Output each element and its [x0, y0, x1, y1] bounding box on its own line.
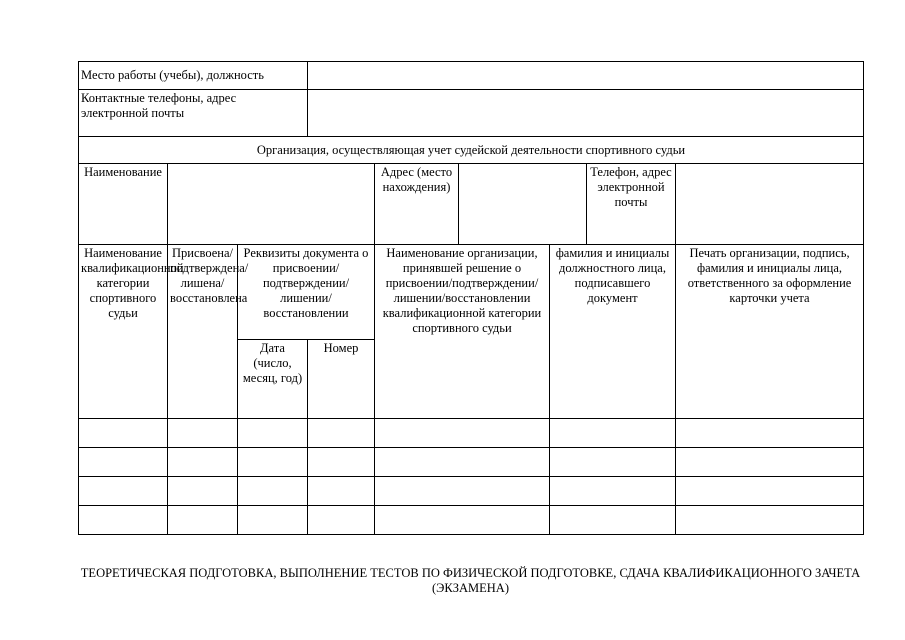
table-cell[interactable]: [676, 506, 864, 535]
org-section-title: Организация, осуществляющая учет судейской деятельности спортивного судьи: [79, 137, 864, 164]
table-row: [79, 477, 864, 506]
table-cell[interactable]: [79, 477, 168, 506]
table-row: [79, 506, 864, 535]
org-info-row: [79, 164, 864, 245]
table-cell[interactable]: [308, 506, 375, 535]
org-section-row: [79, 137, 864, 164]
table-cell[interactable]: [676, 448, 864, 477]
workplace-row: [79, 62, 864, 90]
table-cell[interactable]: [550, 419, 676, 448]
table-cell[interactable]: [308, 477, 375, 506]
workplace-label: Место работы (учебы), должность: [79, 62, 308, 90]
org-address-value[interactable]: [459, 164, 587, 245]
header-doc-date: Дата (число, месяц, год): [238, 340, 308, 419]
table-row: [79, 448, 864, 477]
org-name-label: Наименование: [79, 164, 168, 245]
table-cell[interactable]: [238, 448, 308, 477]
table-row: [79, 419, 864, 448]
table-cell[interactable]: [168, 448, 238, 477]
header-official-name: фамилия и инициалы должностного лица, подписавшего документ: [550, 245, 676, 419]
qual-header-row: [79, 245, 864, 340]
table-cell[interactable]: [168, 506, 238, 535]
table-cell[interactable]: [79, 448, 168, 477]
header-org-decision: Наименование организации, принявшей решение о присвоении/подтверждении/лишении/восстановлении квалификационной категории спортивного судьи: [375, 245, 550, 419]
registration-card-table: [78, 61, 864, 535]
contacts-row: [79, 90, 864, 137]
table-cell[interactable]: [550, 448, 676, 477]
table-cell[interactable]: [375, 506, 550, 535]
org-name-value[interactable]: [168, 164, 375, 245]
header-category-name: Наименование квалификационной категории спортивного судьи: [79, 245, 168, 419]
header-action: Присвоена/подтверждена/лишена/восстановлена: [168, 245, 238, 419]
contacts-value[interactable]: [308, 90, 864, 137]
table-cell[interactable]: [308, 419, 375, 448]
table-cell[interactable]: [168, 477, 238, 506]
table-cell[interactable]: [308, 448, 375, 477]
table-cell[interactable]: [375, 448, 550, 477]
table-cell[interactable]: [238, 506, 308, 535]
table-cell[interactable]: [238, 477, 308, 506]
org-address-label: Адрес (место нахождения): [375, 164, 459, 245]
header-doc-number: Номер: [308, 340, 375, 419]
table-cell[interactable]: [79, 506, 168, 535]
table-cell[interactable]: [238, 419, 308, 448]
table-cell[interactable]: [676, 477, 864, 506]
workplace-value[interactable]: [308, 62, 864, 90]
table-cell[interactable]: [375, 477, 550, 506]
header-doc-requisites: Реквизиты документа о присвоении/подтверждении/лишении/восстановлении: [238, 245, 375, 340]
org-phone-value[interactable]: [676, 164, 864, 245]
org-phone-label: Телефон, адрес электронной почты: [587, 164, 676, 245]
table-cell[interactable]: [375, 419, 550, 448]
section-title: ТЕОРЕТИЧЕСКАЯ ПОДГОТОВКА, ВЫПОЛНЕНИЕ ТЕСТОВ ПО ФИЗИЧЕСКОЙ ПОДГОТОВКЕ, СДАЧА КВАЛИФИКАЦИОННОГО ЗАЧЕТА (ЭКЗАМЕНА): [80, 566, 861, 595]
table-cell[interactable]: [79, 419, 168, 448]
header-seal-signature: Печать организации, подпись, фамилия и инициалы лица, ответственного за оформление карточки учета: [676, 245, 864, 419]
table-cell[interactable]: [676, 419, 864, 448]
contacts-label: Контактные телефоны, адрес электронной почты: [79, 90, 308, 137]
table-cell[interactable]: [550, 477, 676, 506]
table-cell[interactable]: [550, 506, 676, 535]
table-cell[interactable]: [168, 419, 238, 448]
